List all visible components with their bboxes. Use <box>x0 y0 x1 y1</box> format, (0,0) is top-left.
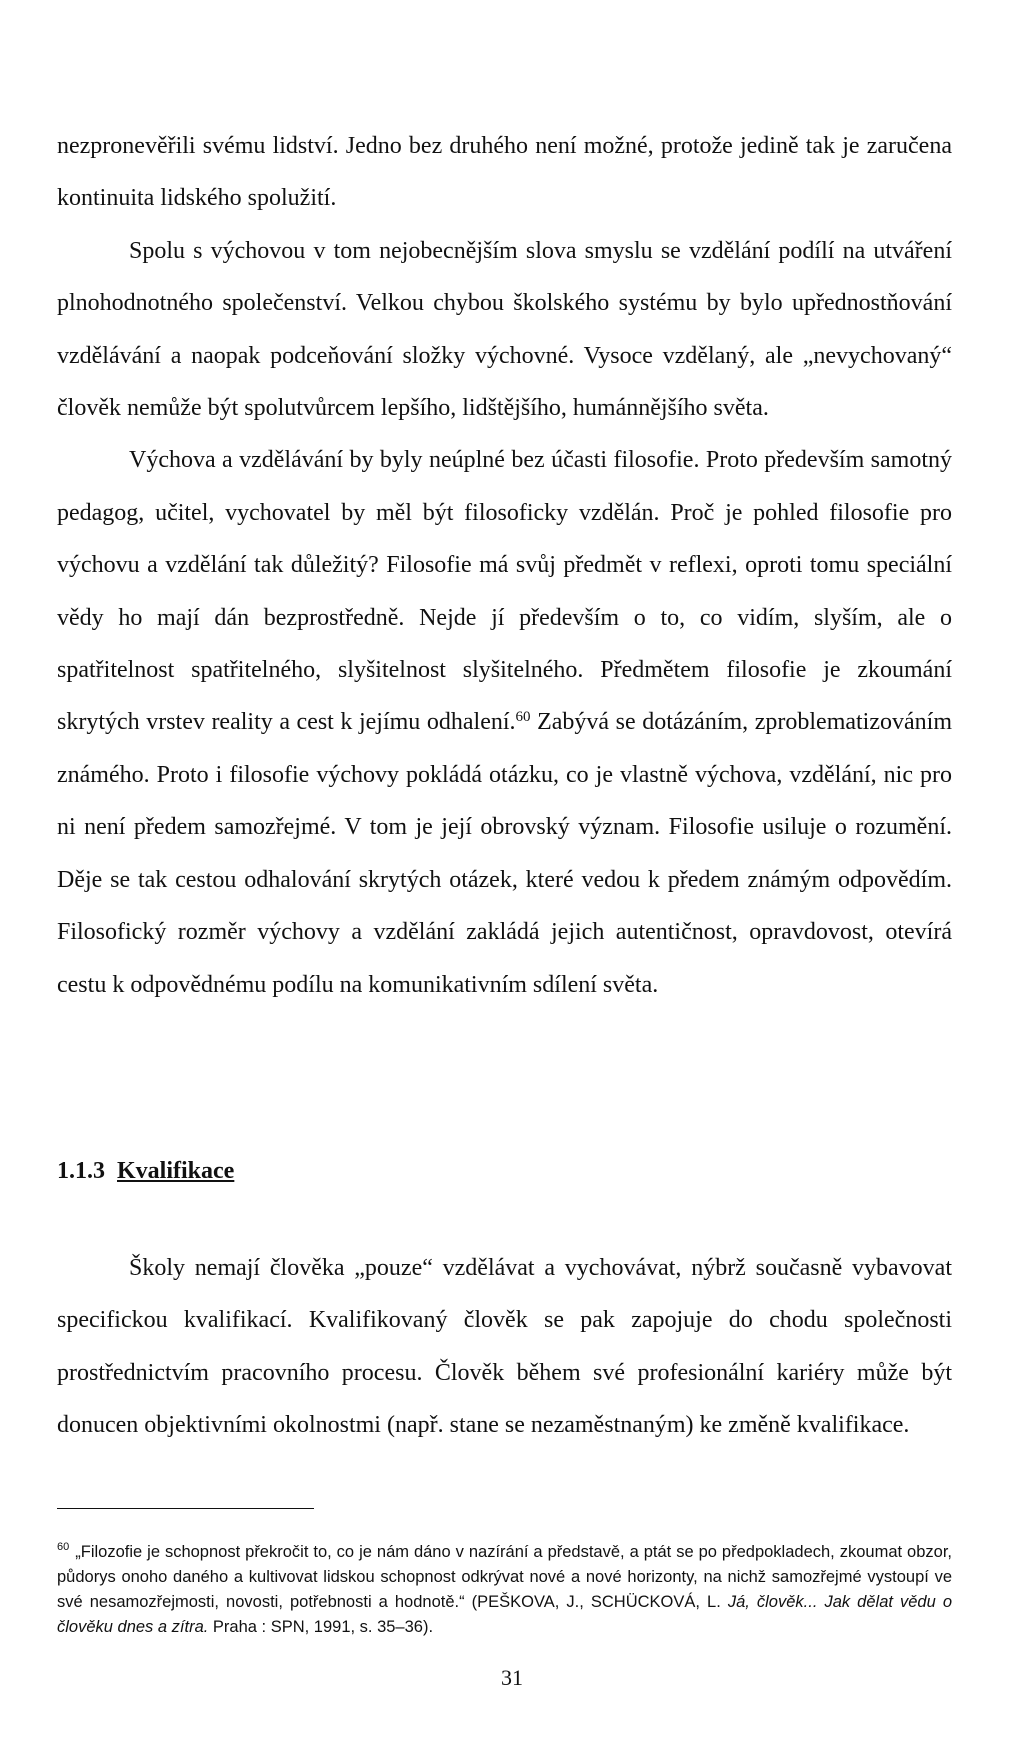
footnote-separator <box>57 1508 314 1509</box>
body-text-block-2 <box>57 1242 952 1452</box>
page-number: 31 <box>501 1665 523 1690</box>
paragraph-philosophy-part2: Zabývá se dotázáním, zproblematizováním známého. Proto i filosofie výchovy pokládá otázku, co je vlastně výchova, vzdělání, nic pro ni není předem samozřejmé. V tom je její obrovský význam. Filosofie usiluje o rozumění. Děje se tak cestou odhalování skrytých otázek, které vedou k předem známým odpovědím. Filosofický rozměr výchovy a vzdělání zakládá jejich autentičnost, opravdovost, otevírá cestu k odpovědnému podílu na komunikativním sdílení světa. <box>57 709 952 998</box>
paragraph-philosophy-part1: Výchova a vzdělávání by byly neúplné bez účasti filosofie. Proto především samotný pedagog, učitel, vychovatel by měl být filosoficky vzdělán. Proč je pohled filosofie pro výchovu a vzdělání tak důležitý? Filosofie má svůj předmět v reflexi, oproti tomu speciální vědy ho mají dán bezprostředně. Nejde jí především o to, co vidím, slyším, ale o spatřitelnost spatřitelného, slyšitelnost slyšitelného. Předmětem filosofie je zkoumání skrytých vrstev reality a cest k jejímu odhalení. <box>57 447 952 736</box>
footnote-publication: Praha : SPN, 1991, s. 35–36). <box>208 1618 434 1636</box>
paragraph-education-community: Spolu s výchovou v tom nejobecnějším slova smyslu se vzdělání podílí na utváření plnohodnotného společenství. Velkou chybou školského systému by bylo upřednostňování vzdělávání a naopak podceňování složky výchovné. Vysoce vzdělaný, ale „nevychovaný“ člověk nemůže být spolutvůrcem lepšího, lidštějšího, humánnějšího světa. <box>57 237 952 422</box>
section-number: 1.1.3 <box>57 1158 105 1184</box>
paragraph-qualification: Školy nemají člověka „pouze“ vzdělávat a vychovávat, nýbrž současně vybavovat specifickou kvalifikací. Kvalifikovaný člověk se pak zapojuje do chodu společnosti prostřednictvím pracovního procesu. Člověk během své profesionální kariéry může být donucen objektivními okolnostmi (např. stane se nezaměstnaným) ke změně kvalifikace. <box>57 1255 952 1439</box>
paragraph-continuation: nezpronevěřili svému lidství. Jedno bez druhého není možné, protože jedině tak je zaručena kontinuita lidského spolužití. <box>57 133 952 212</box>
footnote-book-title: Já, člověk... Jak dělat vědu o člověku dnes a zítra. <box>57 1593 952 1636</box>
paragraph-philosophy <box>57 434 952 1010</box>
footnote-reference[interactable]: 60 <box>515 709 531 726</box>
footnote-marker: 60 <box>57 1541 70 1554</box>
footnote-text: „Filozofie je schopnost překročit to, co je nám dáno v nazírání a představě, a ptát se po předpokladech, zkoumat obzor, půdorys onoho daného a kultivovat lidskou schopnost odkrývat nové a nové horizonty, na nichž samozřejmé vystoupí ve své nesamozřejmosti, novosti, potřebnosti a hodnotě.“ (PEŠKOVA, J., SCHÜCKOVÁ, L. <box>57 1543 952 1611</box>
footnote <box>57 1540 952 1640</box>
section-title: Kvalifikace <box>117 1158 235 1184</box>
section-heading <box>57 1158 234 1185</box>
body-text-block-1 <box>57 120 952 1011</box>
